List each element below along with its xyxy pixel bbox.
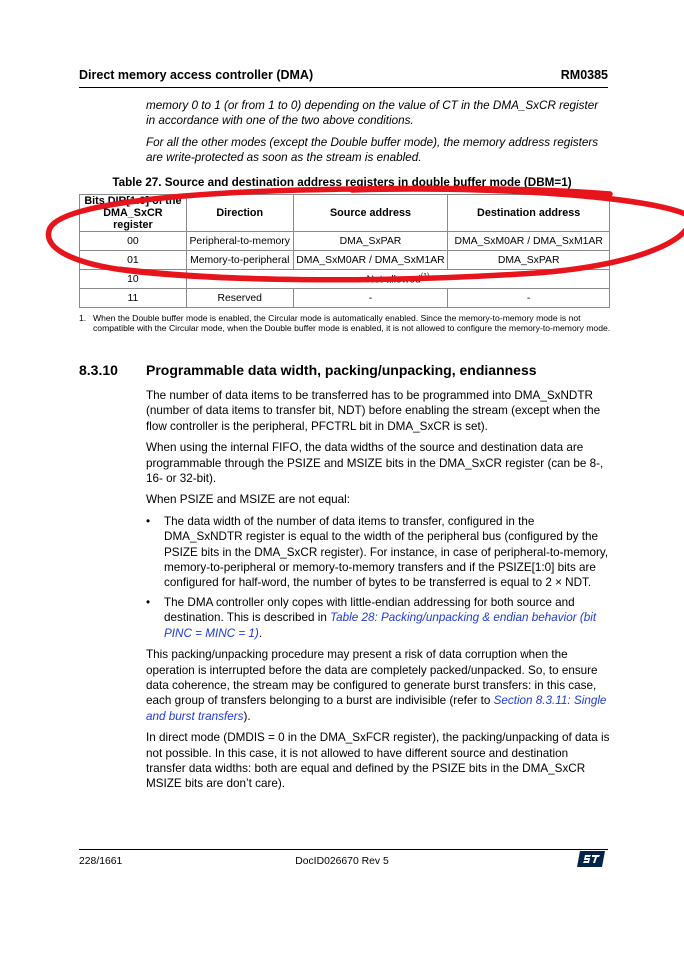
footnote-number: 1. (79, 313, 87, 323)
footnote-text: When the Double buffer mode is enabled, the Circular mode is automatically enabled. Since the memory-to-memory mode is not compatible with the Circular mode, when the Double buffer mode is enabled, it is not allowed to configure the memory-to-memory mode. (93, 313, 611, 334)
header-direction: Direction (186, 195, 293, 232)
not-allowed-text: Not allowed (366, 274, 421, 286)
address-register-table (79, 194, 610, 308)
bullet-list (146, 514, 610, 641)
bullet-text: The DMA controller only copes with little-endian addressing for both source and destination. This is described in (164, 595, 575, 625)
table-row (80, 232, 610, 251)
table-header-row (80, 195, 610, 232)
page-header-right: RM0385 (560, 68, 608, 82)
table-28-link[interactable]: Table 28: Packing/unpacking & endian behavior (bit PINC = MINC = 1) (164, 611, 597, 640)
st-logo-icon (576, 850, 606, 868)
section-paragraph-4 (146, 647, 610, 724)
section-title: Programmable data width, packing/unpacking, endianness (146, 362, 537, 378)
bullet-text: The data width of the number of data items to transfer, configured in the DMA_SxNDTR register is equal to the width of the peripheral bus (configured by the PSIZE bits in the DMA_SxCR register). For instance, in case of peripheral-to-memory, memory-to-peripheral or memory-to-memory transfers and if the PSIZE[1:0] bits are configured for half-word, the number of bytes to be transferred is equal to 2 × NDT. (164, 514, 609, 590)
paragraph-text-end: ). (243, 709, 251, 723)
table-row (80, 289, 610, 308)
table-cell: Peripheral-to-memory (186, 232, 293, 251)
document-id: DocID026670 Rev 5 (295, 856, 389, 867)
page-header-left: Direct memory access controller (DMA) (79, 68, 314, 82)
table-cell: Reserved (186, 289, 293, 308)
table-cell: 11 (80, 289, 187, 308)
header-rule (79, 87, 608, 88)
table-cell: DMA_SxM0AR / DMA_SxM1AR (448, 232, 610, 251)
header-source-address: Source address (293, 195, 448, 232)
intro-paragraph-2: For all the other modes (except the Double buffer mode), the memory address registers are write-protected as soon as the stream is enabled. (146, 135, 599, 165)
section-paragraph-5: In direct mode (DMDIS = 0 in the DMA_SxFCR register), the packing/unpacking of data is not possible. In this case, it is not allowed to have different source and destination transfer data widths: both are equal and defined by the PSIZE bits in the DMA_SxCR MSIZE bits are don’t care). (146, 731, 610, 791)
header-bits-dir: Bits DIR[1:0] of the DMA_SxCR register (80, 195, 187, 232)
table-cell: DMA_SxM0AR / DMA_SxM1AR (293, 251, 448, 270)
table-cell: Memory-to-peripheral (186, 251, 293, 270)
table-cell: - (448, 289, 610, 308)
intro-block (146, 98, 610, 172)
table-cell: - (293, 289, 448, 308)
intro-paragraph-1: memory 0 to 1 (or from 1 to 0) depending on the value of CT in the DMA_SxCR register in accordance with one of the two above conditions. (146, 99, 599, 128)
page-number: 228/1661 (79, 856, 123, 867)
table-cell: DMA_SxPAR (293, 232, 448, 251)
section-number: 8.3.10 (79, 362, 118, 378)
table-caption: Table 27. Source and destination address registers in double buffer mode (DBM=1) (112, 176, 572, 189)
table-cell: 10 (80, 270, 187, 289)
bullet-icon: • (146, 595, 151, 609)
bullet-text-end: . (258, 626, 263, 640)
section-paragraph-1: The number of data items to be transferred has to be programmed into DMA_SxNDTR (number of data items to transfer bit, NDT) before enabling the stream (except when the flow controller is the peripheral, PFCTRL bit in DMA_SxCR is set). (146, 389, 601, 433)
table-cell: DMA_SxPAR (448, 251, 610, 270)
table-cell: 00 (80, 232, 187, 251)
section-body (146, 388, 610, 798)
list-item (146, 595, 610, 641)
table-cell: 01 (80, 251, 187, 270)
table-cell-not-allowed (186, 270, 609, 289)
footnote-ref: (1) (420, 272, 430, 280)
list-item (146, 514, 610, 591)
paragraph-text: This packing/unpacking procedure may present a risk of data corruption when the operation is interrupted before the data are completely packed/unpacked. So, to ensure data coherence, the stream may be configured to generate burst transfers: in this case, each group of transfers belonging to a burst are indivisible (refer to (146, 648, 598, 708)
footer-rule (79, 849, 608, 850)
bullet-icon: • (146, 514, 151, 528)
section-8-3-11-link[interactable]: Section 8.3.11: Single and burst transfers (146, 694, 607, 723)
section-paragraph-3: When PSIZE and MSIZE are not equal: (146, 493, 350, 507)
header-destination-address: Destination address (448, 195, 610, 232)
table-row (80, 251, 610, 270)
table-footnote (79, 313, 612, 333)
section-paragraph-2: When using the internal FIFO, the data widths of the source and destination data are programmable through the PSIZE and MSIZE bits in the DMA_SxCR register (can be 8-, 16- or 32-bit). (146, 441, 604, 486)
table-row (80, 270, 610, 289)
